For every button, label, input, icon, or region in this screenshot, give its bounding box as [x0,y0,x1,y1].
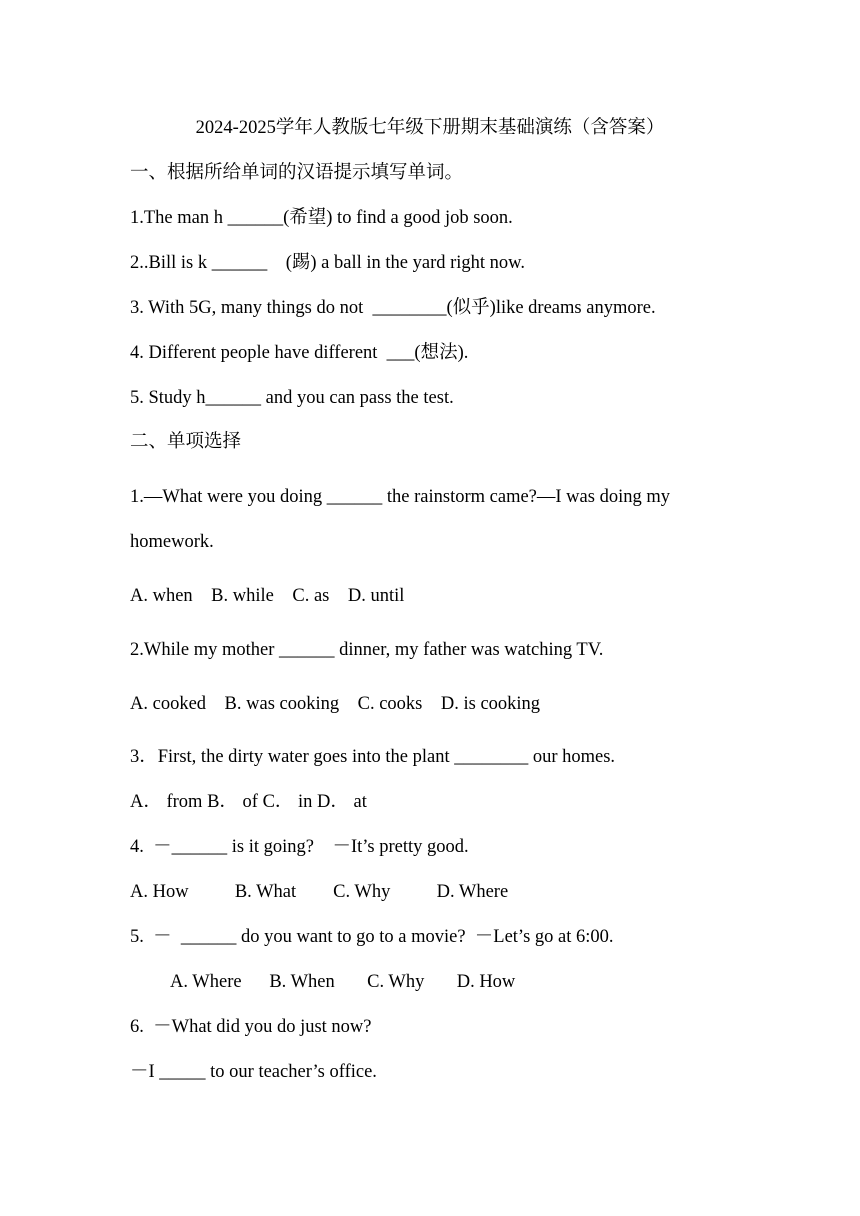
document-title: 2024-2025学年人教版七年级下册期末基础演练（含答案） [195,118,665,138]
fill-in-item-5: 5. Study h______ and you can pass the test. [130,388,454,408]
fill-in-item-1: 1.The man h ______(希望) to find a good job soon. [130,208,513,228]
question-6-stem-line-1: 6. －What did you do just now? [130,1017,372,1037]
question-1-stem-line-2: homework. [130,532,214,552]
question-1-stem-line-1: 1.—What were you doing ______ the rainstorm came?—I was doing my [130,487,670,507]
question-6-stem-line-2: －I _____ to our teacher’s office. [130,1062,377,1082]
fill-in-item-3: 3. With 5G, many things do not ________(似乎)like dreams anymore. [130,298,656,318]
question-2-options: A. cooked B. was cooking C. cooks D. is cooking [130,694,541,714]
question-5-stem: 5. － ______ do you want to go to a movie? －Let’s go at 6:00. [130,927,614,947]
fill-in-item-4: 4. Different people have different ___(想法). [130,343,469,363]
fill-in-item-2: 2..Bill is k ______ (踢) a ball in the yard right now. [130,253,525,273]
question-1-options: A. when B. while C. as D. until [130,586,405,606]
question-4-options: A. How B. What C. Why D. Where [130,882,509,902]
question-4-stem: 4. －______ is it going? －It’s pretty good. [130,837,469,857]
question-5-options: A. Where B. When C. Why D. How [170,972,516,992]
question-2-stem: 2.While my mother ______ dinner, my father was watching TV. [130,640,604,660]
section-2-heading: 二、单项选择 [130,432,242,452]
question-3-stem: 3．First, the dirty water goes into the plant ________ our homes. [130,747,616,767]
section-1-heading: 一、根据所给单词的汉语提示填写单词。 [130,163,464,183]
question-3-options: A． from B． of C． in D． at [130,792,367,812]
